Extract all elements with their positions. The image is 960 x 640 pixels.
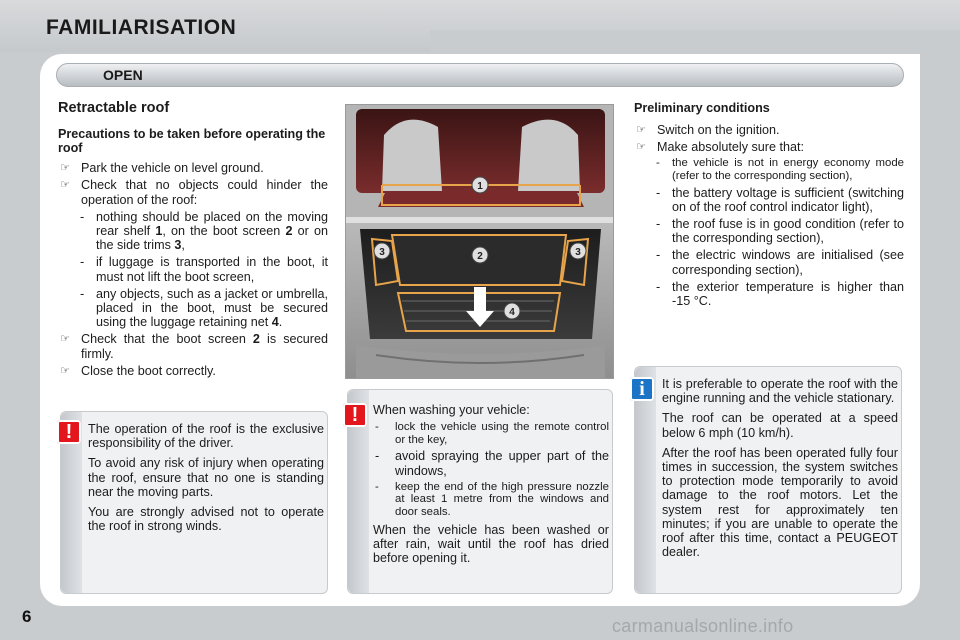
watermark: carmanualsonline.info	[612, 616, 794, 636]
list-item: ☞ Make absolutely sure that:	[634, 140, 904, 154]
dash-item: - the vehicle is not in energy economy mode (refer to the corresponding section),	[656, 157, 904, 182]
dash-item: - the exterior temperature is higher than -15 °C.	[656, 279, 904, 309]
svg-text:3: 3	[575, 247, 581, 258]
dash-item: - the roof fuse is in good condition (refer to the corresponding section),	[656, 217, 904, 246]
warning-icon: !	[57, 420, 81, 444]
svg-text:1: 1	[477, 181, 483, 192]
list-item: ☞ Switch on the ignition.	[634, 123, 904, 137]
svg-text:4: 4	[509, 307, 515, 318]
list-item: ☞ Check that the boot screen 2 is secured firmly.	[58, 332, 328, 360]
retractable-roof-heading: Retractable roof	[58, 100, 170, 116]
callout-2	[472, 247, 488, 263]
boot-photo	[345, 104, 614, 379]
dash-item: - the electric windows are initialised (see corresponding section),	[656, 248, 904, 277]
dash-item: - the battery voltage is sufficient (switching on of the roof control indicator light),	[656, 185, 904, 214]
callout-1	[472, 177, 488, 193]
dash-item: - lock the vehicle using the remote control or the key,	[375, 421, 609, 446]
callout-4	[504, 303, 520, 319]
pointing-hand-icon: ☞	[636, 140, 646, 154]
boot-illustration	[346, 105, 614, 379]
section-bar	[56, 63, 904, 87]
info-note-roof: It is preferable to operate the roof with the engine running and the vehicle stationary. The roof can be operated at a speed below 6 mph (10 km/h). After the roof has been operated fully four times in succession, the system switches to protection mode temporarily to avoid damage to the roof motors. Let the system rest for approximately ten minutes; if you are unable to operate the roof after this time, contact a PEUGEOT dealer.	[634, 366, 902, 594]
right-column	[634, 101, 904, 311]
pointing-hand-icon: ☞	[60, 363, 70, 377]
callout-3-right	[570, 243, 586, 259]
dash-item: - keep the end of the high pressure nozzle at least 1 metre from the windows and door seals.	[375, 480, 609, 518]
pointing-hand-icon: ☞	[60, 178, 70, 192]
warning-note-roof: The operation of the roof is the exclusive responsibility of the driver. To avoid any risk of injury when operating the roof, ensure that no one is standing near the moving parts. You are strongly advised not to operate the roof in strong winds.	[60, 411, 328, 594]
svg-text:3: 3	[379, 247, 385, 258]
dash-item: - avoid spraying the upper part of the windows,	[375, 449, 609, 478]
page-title: FAMILIARISATION	[46, 16, 237, 39]
dash-item: - if luggage is transported in the boot, it must not lift the boot screen,	[80, 255, 328, 284]
pointing-hand-icon: ☞	[60, 161, 70, 175]
precautions-heading: Precautions to be taken before operating the roof	[58, 127, 326, 156]
info-icon: i	[630, 377, 654, 401]
left-column	[58, 101, 328, 381]
list-item: ☞ Park the vehicle on level ground.	[58, 161, 328, 175]
dash-item: - any objects, such as a jacket or umbrella, placed in the boot, must be secured using the luggage retaining net 4.	[80, 286, 328, 330]
warning-note-washing: When washing your vehicle: - lock the vehicle using the remote control or the key, - avoid spraying the upper part of the windows, - keep the end of the high pressure nozzle at least 1 metre from the windows and door seals. When the vehicle has been washed or after rain, wait until the roof has dried before opening it.	[347, 389, 613, 594]
dash-item: - nothing should be placed on the moving rear shelf 1, on the boot screen 2 or on the side trims 3,	[80, 209, 328, 253]
list-item: ☞ Check that no objects could hinder the operation of the roof:	[58, 178, 328, 206]
warning-icon: !	[343, 403, 367, 427]
header-notch	[430, 30, 960, 54]
preliminary-conditions-heading: Preliminary conditions	[634, 101, 770, 115]
pointing-hand-icon: ☞	[636, 123, 646, 136]
svg-text:2: 2	[477, 251, 483, 262]
list-item: ☞ Close the boot correctly.	[58, 364, 328, 378]
section-title: OPEN	[103, 67, 143, 83]
callout-3-left	[374, 243, 390, 259]
pointing-hand-icon: ☞	[60, 332, 70, 346]
page-number: 6	[22, 607, 32, 626]
